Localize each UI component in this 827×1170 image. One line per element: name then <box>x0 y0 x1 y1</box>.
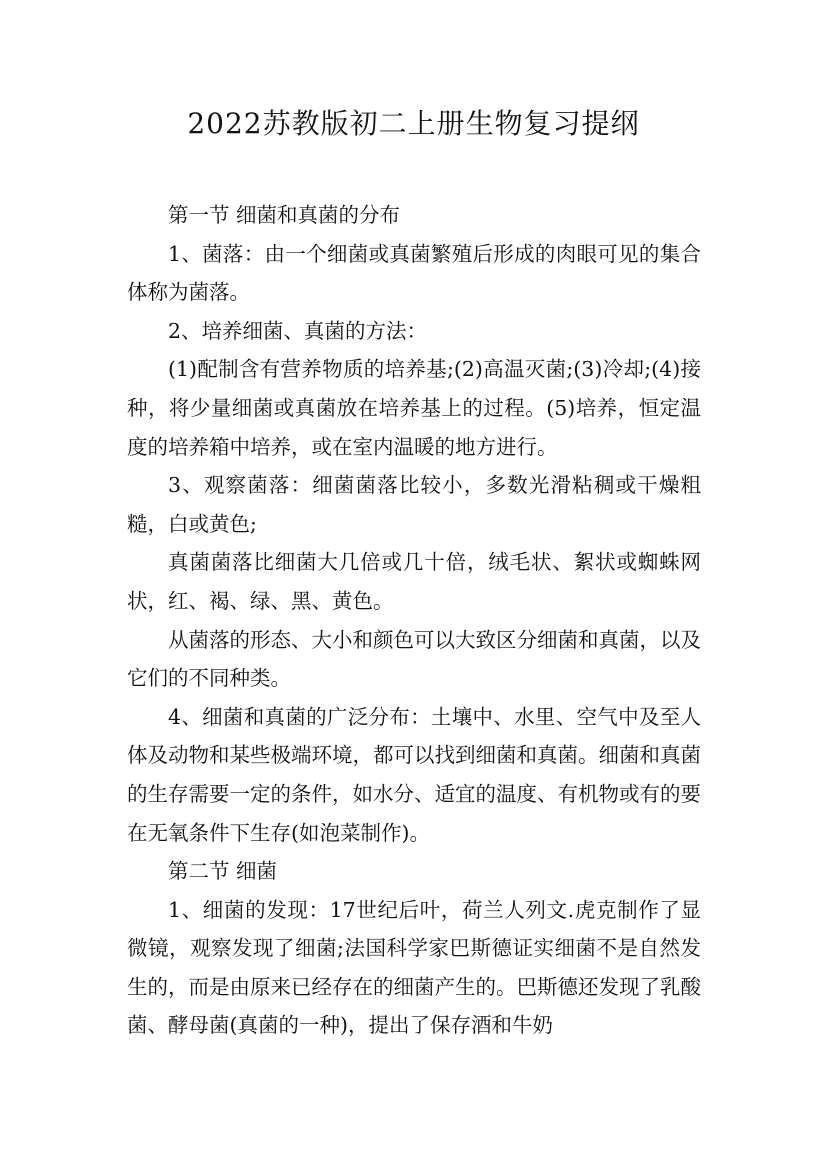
paragraph-distribution: 4、细菌和真菌的广泛分布：土壤中、水里、空气中及至人体及动物和某些极端环境，都可以找到细菌和真菌。细菌和真菌的生存需要一定的条件，如水分、适宜的温度、有机物或有的要在无氧条件下生存(如泡菜制作)。 <box>127 704 701 845</box>
paragraph-observe-colony: 3、观察菌落：细菌菌落比较小，多数光滑粘稠或干燥粗糙，白或黄色; <box>127 473 701 536</box>
paragraph-distinguish: 从菌落的形态、大小和颜色可以大致区分细菌和真菌，以及它们的不同种类。 <box>127 627 701 691</box>
section-heading-2: 第二节 细菌 <box>168 859 278 884</box>
document-body <box>127 196 701 1045</box>
paragraph-culture-method-heading: 2、培养细菌、真菌的方法： <box>168 318 428 343</box>
paragraph-fungal-colony: 真菌菌落比细菌大几倍或几十倍，绒毛状、絮状或蜘蛛网状，红、褐、绿、黑、黄色。 <box>127 550 701 613</box>
section-heading-1: 第一节 细菌和真菌的分布 <box>168 203 401 227</box>
paragraph-bacteria-discovery: 1、细菌的发现：17世纪后叶，荷兰人列文.虎克制作了显微镜，观察发现了细菌;法国科学家巴斯德证实细菌不是自然发生的，而是由原来已经存在的细菌产生的。巴斯德还发现了乳酸菌、酵母菌(真菌的一种)，提出了保存酒和牛奶 <box>127 897 701 1038</box>
paragraph-culture-steps: (1)配制含有营养物质的培养基;(2)高温灭菌;(3)冷却;(4)接种，将少量细菌或真菌放在培养基上的过程。(5)培养，恒定温度的培养箱中培养，或在室内温暖的地方进行。 <box>127 357 701 459</box>
paragraph-colony-definition: 1、菌落：由一个细菌或真菌繁殖后形成的肉眼可见的集合体称为菌落。 <box>127 241 701 305</box>
document-title: 2022苏教版初二上册生物复习提纲 <box>187 107 640 140</box>
